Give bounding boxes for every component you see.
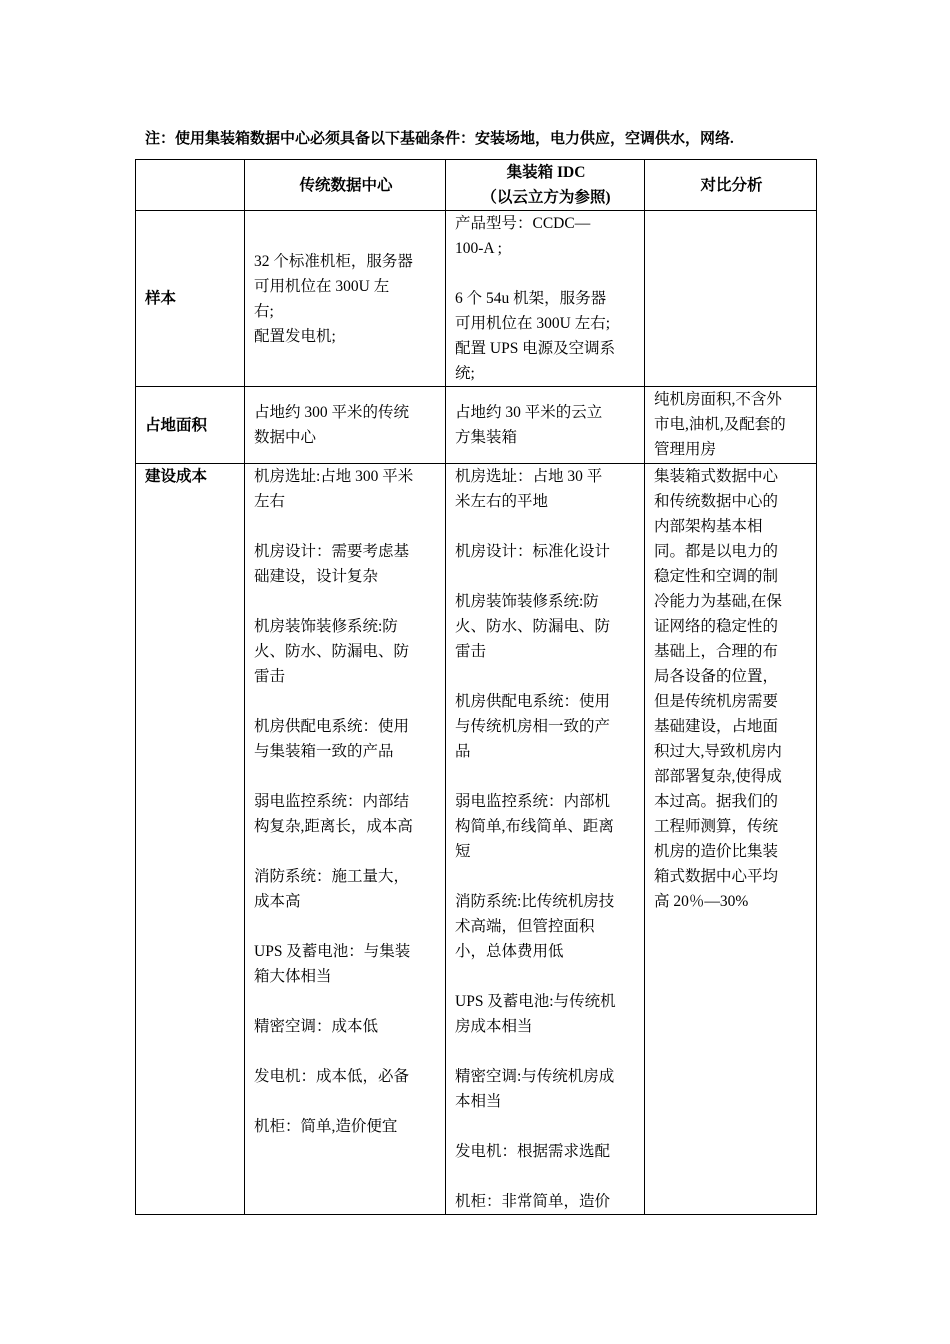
cell-line [455, 564, 637, 589]
cell-line: 房成本相当 [455, 1018, 533, 1035]
cell-line: 构复杂,距离长，成本高 [254, 818, 413, 835]
cell-line: 积过大,导致机房内 [654, 743, 782, 760]
cell-line: 雷击 [254, 668, 286, 685]
cell-line: 管理用房 [654, 441, 717, 458]
header-container-idc [446, 160, 645, 211]
cell-line: 但是传统机房需要 [654, 693, 779, 710]
cell-line: 术高端，但管控面积 [455, 918, 595, 935]
note-text: 注：使用集装箱数据中心必须具备以下基础条件：安装场地，电力供应，空调供水，网络. [145, 131, 734, 147]
header-row [136, 160, 817, 211]
row-area [136, 387, 817, 464]
cell-line: 同。都是以电力的 [654, 543, 779, 560]
cost-traditional-cell [245, 464, 446, 1215]
header-traditional: 传统数据中心 [245, 160, 446, 211]
cell-line: 配置发电机; [254, 327, 336, 345]
cell-line: 机房供配电系统：使用 [455, 693, 611, 710]
cell-line: 精密空调：成本低 [254, 1018, 379, 1035]
cell-line [254, 914, 438, 939]
cell-line: 与集装箱一致的产品 [254, 743, 394, 760]
cell-line [254, 514, 438, 539]
cell-line: 基础建设，占地面 [654, 718, 779, 735]
cell-line: 机房设计：标准化设计 [455, 543, 611, 560]
cell-line [455, 864, 637, 889]
cell-line: 32 个标准机柜，服务器 [254, 252, 413, 270]
cell-line: 米左右的平地 [455, 493, 549, 510]
cell-line: 箱大体相当 [254, 968, 332, 985]
cell-line: 占地约 300 平米的传统 [254, 404, 410, 421]
sample-analysis-cell [645, 211, 817, 387]
cell-line [254, 1089, 438, 1114]
cell-line: 产品型号：CCDC— [455, 215, 591, 232]
sample-traditional-cell [245, 211, 446, 387]
cell-line: 高 20％—30% [654, 893, 749, 910]
cell-line: 数据中心 [254, 429, 317, 446]
cell-line: 机房设计：需要考虑基 [254, 543, 410, 560]
cell-line: 冷能力为基础,在保 [654, 593, 782, 610]
cell-line: 消防系统:比传统机房技 [455, 893, 615, 910]
area-traditional-cell [245, 387, 446, 464]
cell-line: 火、防水、防漏电、防 [455, 618, 611, 635]
cell-line: 部部署复杂,使得成 [654, 768, 782, 785]
cell-line: 箱式数据中心平均 [654, 868, 779, 885]
cost-container-cell [446, 464, 645, 1215]
cell-line: 消防系统：施工量大， [254, 868, 410, 885]
comparison-table [135, 159, 817, 1215]
cell-line: 市电,油机,及配套的 [654, 416, 786, 433]
cell-line [254, 589, 438, 614]
cell-line [455, 664, 637, 689]
cell-line: 弱电监控系统：内部机 [455, 793, 611, 810]
cell-line: 可用机位在 300U 左右; [455, 315, 611, 332]
cell-line: 成本高 [254, 893, 301, 910]
cell-line: 本相当 [455, 1093, 502, 1110]
cell-line: 发电机：根据需求选配 [455, 1143, 611, 1160]
cell-line: 发电机：成本低，必备 [254, 1068, 410, 1085]
cell-line [254, 989, 438, 1014]
cell-line [254, 689, 438, 714]
cell-line: 雷击 [455, 643, 487, 660]
cell-line [455, 764, 637, 789]
cell-line: 右; [254, 302, 274, 320]
row-sample [136, 211, 817, 387]
cell-line: 火、防水、防漏电、防 [254, 643, 410, 660]
row-label-sample: 样本 [136, 211, 245, 387]
cell-line: 稳定性和空调的制 [654, 568, 779, 585]
cell-line: 精密空调:与传统机房成 [455, 1068, 615, 1085]
cell-line: 证网络的稳定性的 [654, 618, 779, 635]
cell-line: 短 [455, 843, 471, 860]
cell-line: 机柜：简单,造价便宜 [254, 1118, 398, 1135]
row-label-cost: 建设成本 [136, 464, 245, 1215]
header-analysis: 对比分析 [645, 160, 817, 211]
cell-line: 占地约 30 平米的云立 [455, 404, 603, 421]
cell-line: UPS 及蓄电池：与集装 [254, 943, 411, 960]
cell-line: 本过高。据我们的 [654, 793, 779, 810]
header-container-line1: 集装箱 IDC [506, 164, 586, 181]
cell-line: 机房的造价比集装 [654, 843, 779, 860]
row-cost [136, 464, 817, 1215]
cell-line: 机房选址:占地 300 平米 [254, 468, 414, 485]
cell-line: 集装箱式数据中心 [654, 468, 779, 485]
cell-line: 品 [455, 743, 471, 760]
cell-line: UPS 及蓄电池:与传统机 [455, 993, 616, 1010]
cell-line: 纯机房面积,不含外 [654, 391, 782, 408]
cell-line [455, 1114, 637, 1139]
header-empty-cell [136, 160, 245, 211]
header-container-line2: （以云立方为参照) [481, 189, 611, 206]
cell-line [455, 514, 637, 539]
sample-container-cell [446, 211, 645, 387]
cell-line: 配置 UPS 电源及空调系 [455, 340, 616, 357]
cell-line: 左右 [254, 493, 286, 510]
cell-line: 统; [455, 365, 475, 382]
cell-line [455, 261, 637, 286]
cell-line: 机房选址：占地 30 平 [455, 468, 603, 485]
cell-line [254, 1039, 438, 1064]
cell-line: 和传统数据中心的 [654, 493, 779, 510]
cell-line: 机房供配电系统：使用 [254, 718, 410, 735]
cell-line: 局各设备的位置， [654, 668, 779, 685]
cell-line [254, 764, 438, 789]
cell-line: 机房装饰装修系统:防 [254, 618, 398, 635]
cell-line: 内部架构基本相 [654, 518, 763, 535]
cell-line: 100-A ; [455, 240, 502, 257]
cell-line: 弱电监控系统：内部结 [254, 793, 410, 810]
cell-line [455, 1039, 637, 1064]
cell-line: 构简单,布线简单、距离 [455, 818, 614, 835]
cell-line: 机柜：非常简单，造价 [455, 1193, 611, 1210]
cell-line: 机房装饰装修系统:防 [455, 593, 599, 610]
cell-line: 与传统机房相一致的产 [455, 718, 611, 735]
cell-line [455, 1164, 637, 1189]
cost-analysis-cell [645, 464, 817, 1215]
cell-line: 小，总体费用低 [455, 943, 564, 960]
cell-line: 础建设，设计复杂 [254, 568, 379, 585]
cell-line [254, 839, 438, 864]
cell-line: 工程师测算，传统 [654, 818, 779, 835]
cell-line: 基础上，合理的布 [654, 643, 779, 660]
cell-line: 可用机位在 300U 左 [254, 277, 390, 295]
area-analysis-cell [645, 387, 817, 464]
cell-line [455, 964, 637, 989]
row-label-area: 占地面积 [136, 387, 245, 464]
cell-line: 6 个 54u 机架，服务器 [455, 290, 607, 307]
area-container-cell [446, 387, 645, 464]
cell-line: 方集装箱 [455, 429, 518, 446]
